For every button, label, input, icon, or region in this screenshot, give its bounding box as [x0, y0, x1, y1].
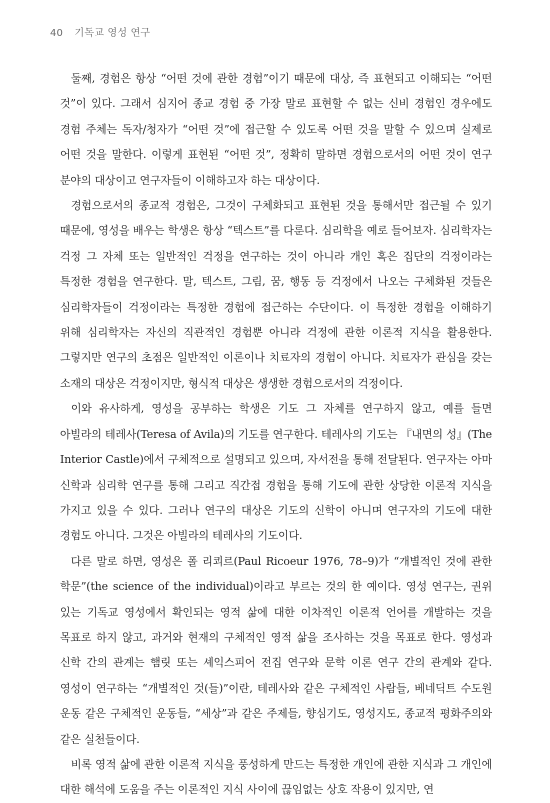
body-text: [60, 66, 492, 803]
paragraph-3: 이와 유사하게, 영성을 공부하는 학생은 기도 그 자체를 연구하지 않고, 예를 들면 아빌라의 테레사(Teresa of Avila)의 기도를 연구한다. 테레사의 기도는 『내면의 성』(The Interior Castle)에서 구체적으로 설명되고 있으며, 자서전을 통해 전달된다. 연구자는 아마 신학과 심리학 연구를 통해 그리고 직간접 경험을 통해 기도에 관한 상당한 이론적 지식을 가지고 있을 수 있다. 그러나 연구의 대상은 기도의 신학이 아니며 연구자의 기도에 대한 경험도 아니다. 그것은 아빌라의 테레사의 기도이다.: [60, 402, 492, 543]
paragraph-1: 둘째, 경험은 항상 “어떤 것에 관한 경험”이기 때문에 대상, 즉 표현되고 이해되는 “어떤 것”이 있다. 그래서 심지어 종교 경험 중 가장 말로 표현할 수 없는 신비 경험인 경우에도 경험 주체는 독자/청자가 “어떤 것”에 접근할 수 있도록 어떤 것을 말할 수 있으며 실제로 어떤 것을 말한다. 이렇게 표현된 “어떤 것”, 정확히 말하면 경험으로서의 어떤 것이 연구 분야의 대상이고 연구자들이 이해하고자 하는 대상이다.: [60, 72, 492, 187]
page-number: 40: [50, 28, 64, 39]
paragraph-4: 다른 말로 하면, 영성은 폴 리쾨르(Paul Ricoeur 1976, 78–9)가 “개별적인 것에 관한 학문”(the science of the individual)이라고 부르는 것의 한 예이다. 영성 연구는, 권위 있는 기독교 영성에서 확인되는 영적 삶에 대한 이차적인 이론적 언어를 개발하는 것을 목표로 하지 않고, 과거와 현재의 구체적인 영적 삶을 조사하는 것을 목표로 한다. 영성과 신학 간의 관계는 햄릿 또는 셰익스피어 전집 연구와 문학 이론 연구 간의 관계와 같다. 영성이 연구하는 “개별적인 것(들)”이란, 테레사와 같은 구체적인 사람들, 베네딕트 수도원 운동 같은 구체적인 운동들, “세상”과 같은 주제들, 향심기도, 영성지도, 종교적 평화주의와 같은 실천들이다.: [60, 554, 492, 746]
running-header: [50, 24, 150, 39]
paragraph-5: 비록 영적 삶에 관한 이론적 지식을 풍성하게 만드는 특정한 개인에 관한 지식과 그 개인에 대한 해석에 도움을 주는 이론적인 지식 사이에 끊임없는 상호 작용이 있지만, 연: [60, 757, 492, 797]
paragraph-2: 경험으로서의 종교적 경험은, 그것이 구체화되고 표현된 것을 통해서만 접근될 수 있기 때문에, 영성을 배우는 학생은 항상 “텍스트”를 다룬다. 심리학을 예로 들어보자. 심리학자는 걱정 그 자체 또는 일반적인 걱정을 연구하는 것이 아니라 개인 혹은 집단의 걱정이라는 특정한 경험을 연구한다. 말, 텍스트, 그림, 꿈, 행동 등 걱정에서 나오는 구체화된 것들은 심리학자들이 걱정이라는 특정한 경험에 접근하는 수단이다. 이 특정한 경험을 이해하기 위해 심리학자는 자신의 직관적인 경험뿐 아니라 걱정에 관한 이론적 지식을 활용한다. 그렇지만 연구의 초점은 일반적인 이론이나 치료자의 경험이 아니다. 치료자가 관심을 갖는 소재의 대상은 걱정이지만, 형식적 대상은 생생한 경험으로서의 걱정이다.: [60, 199, 492, 390]
running-title: 기독교 영성 연구: [74, 28, 151, 39]
